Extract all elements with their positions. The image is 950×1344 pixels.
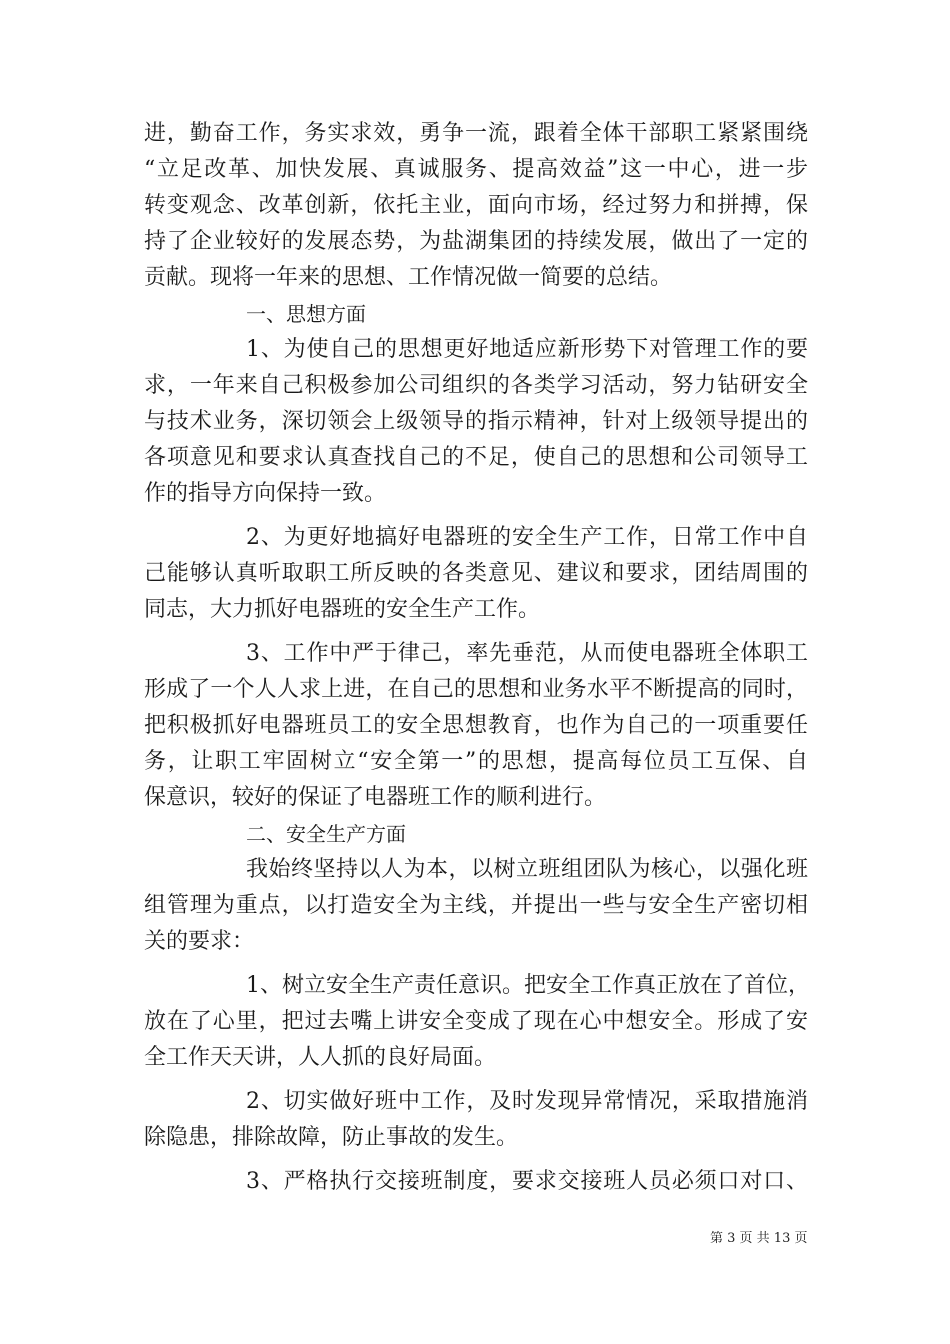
text-line: 放在了心里，把过去嘴上讲安全变成了现在心中想安全。形成了安 (144, 1009, 808, 1034)
text-line: 持了企业较好的发展态势，为盐湖集团的持续发展，做出了一定的 (144, 229, 808, 254)
document-body (144, 116, 808, 1200)
text-line: 2、切实做好班中工作，及时发现异常情况，采取措施消 (246, 1089, 808, 1114)
text-line: 全工作天天讲，人人抓的良好局面。 (144, 1045, 497, 1070)
section-heading: 二、安全生产方面 (246, 822, 406, 846)
text-line: 贡献。现将一年来的思想、工作情况做一简要的总结。 (144, 265, 673, 290)
text-line: 3、严格执行交接班制度，要求交接班人员必须口对口、 (246, 1169, 808, 1194)
text-line: 我始终坚持以人为本，以树立班组团队为核心，以强化班 (246, 857, 808, 882)
text-line: 形成了一个人人求上进，在自己的思想和业务水平不断提高的同时， (144, 677, 808, 702)
text-line: 同志，大力抓好电器班的安全生产工作。 (144, 597, 541, 622)
text-line: 除隐患，排除故障，防止事故的发生。 (144, 1125, 519, 1150)
text-line: “立足改革、加快发展、真诚服务、提高效益”这一中心，进一步 (144, 157, 808, 182)
text-line: 2、为更好地搞好电器班的安全生产工作，日常工作中自 (246, 525, 808, 550)
text-line: 3、工作中严于律己，率先垂范，从而使电器班全体职工 (246, 641, 808, 666)
paragraph-gap (144, 1076, 808, 1084)
text-line: 作的指导方向保持一致。 (144, 481, 387, 506)
paragraph-gap (144, 960, 808, 968)
paragraph-gap (144, 512, 808, 520)
text-line: 与技术业务，深切领会上级领导的指示精神，针对上级领导提出的 (144, 409, 808, 434)
page-number-footer: 第 3 页 共 13 页 (710, 1231, 808, 1246)
text-line: 把积极抓好电器班员工的安全思想教育，也作为自己的一项重要任 (144, 713, 808, 738)
text-line: 求，一年来自己积极参加公司组织的各类学习活动，努力钻研安全 (144, 373, 808, 398)
text-line: 关的要求： (144, 929, 255, 954)
text-line: 务，让职工牢固树立“安全第一”的思想，提高每位员工互保、自 (144, 749, 808, 774)
text-line: 各项意见和要求认真查找自己的不足，使自己的思想和公司领导工 (144, 445, 808, 470)
text-line: 组管理为重点，以打造安全为主线，并提出一些与安全生产密切相 (144, 893, 808, 918)
text-line: 1、树立安全生产责任意识。把安全工作真正放在了首位， (246, 973, 810, 998)
text-line: 进，勤奋工作，务实求效，勇争一流，跟着全体干部职工紧紧围绕 (144, 121, 808, 146)
text-line: 己能够认真听取职工所反映的各类意见、建议和要求，团结周围的 (144, 561, 808, 586)
paragraph-gap (144, 628, 808, 636)
section-heading: 一、思想方面 (246, 302, 366, 326)
text-line: 转变观念、改革创新，依托主业，面向市场，经过努力和拼搏，保 (144, 193, 808, 218)
paragraph-gap (144, 1156, 808, 1164)
text-line: 保意识，较好的保证了电器班工作的顺利进行。 (144, 785, 607, 810)
text-line: 1、为使自己的思想更好地适应新形势下对管理工作的要 (246, 337, 808, 362)
